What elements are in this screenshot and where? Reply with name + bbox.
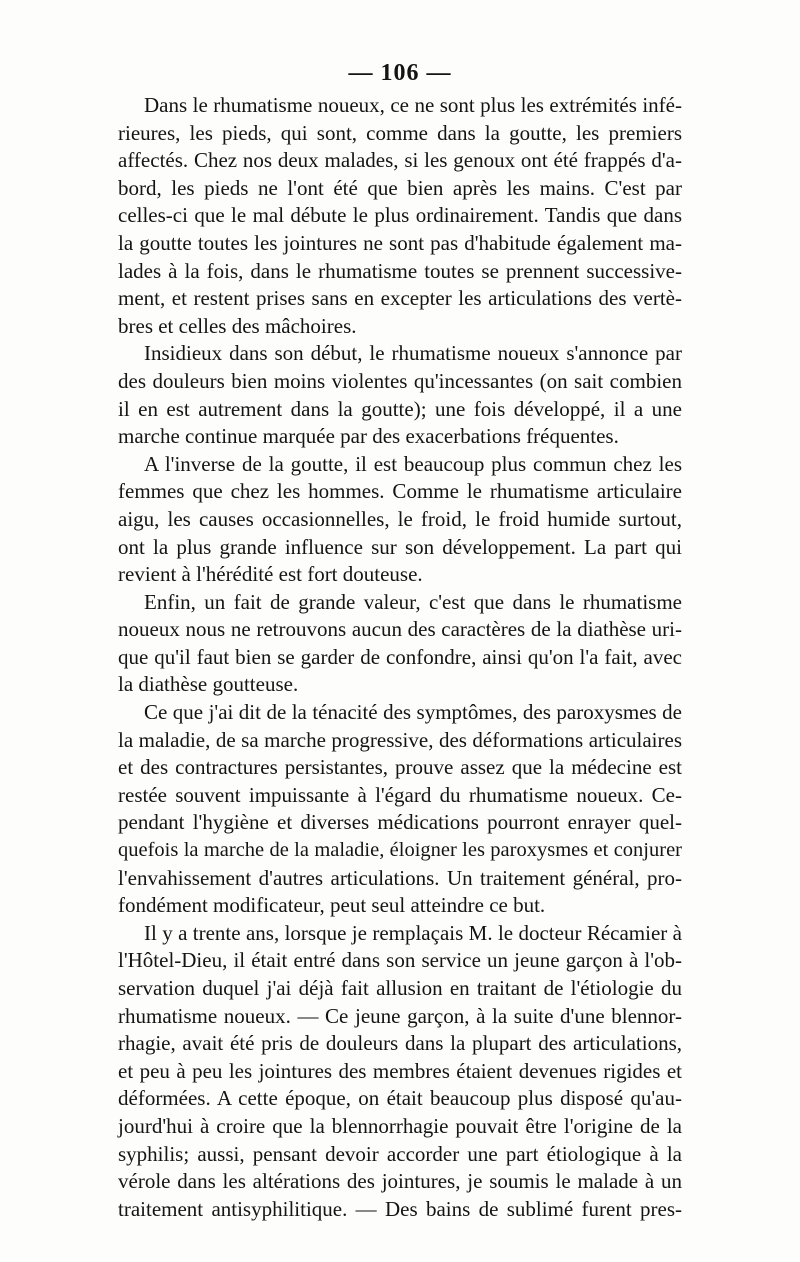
text-line: pendant l'hygiène et diverses médications pourront enrayer quel-: [118, 810, 682, 835]
page-number: — 106 —: [348, 60, 452, 86]
text-line: l'Hôtel-Dieu, il était entré dans son service un jeune garçon à l'ob-: [118, 948, 682, 973]
text-line: Ce que j'ai dit de la ténacité des symptômes, des paroxysmes de: [144, 700, 682, 725]
text-line: servation duquel j'ai déjà fait allusion en traitant de l'étiologie du: [118, 976, 682, 1000]
text-line: il en est autrement dans la goutte); une fois développé, il a une: [118, 396, 682, 421]
text-line: quefois la marche de la maladie, éloigner les paroxysmes et conjurer: [118, 839, 682, 862]
text-line: déformées. A cette époque, on était beaucoup plus disposé qu'au-: [118, 1086, 682, 1111]
text-line: Dans le rhumatisme noueux, ce ne sont plus les extrémités infé-: [144, 93, 682, 117]
text-line: Il y a trente ans, lorsque je remplaçais M. le docteur Récamier à: [144, 920, 682, 945]
text-line: A l'inverse de la goutte, il est beaucoup plus commun chez les: [144, 451, 682, 476]
text-line: Enfin, un fait de grande valeur, c'est que dans le rhumatisme: [144, 589, 682, 614]
text-line: et peu à peu les jointures des membres étaient devenues rigides et: [118, 1058, 682, 1083]
text-line: et des contractures persistantes, prouve assez que la médecine est: [118, 755, 682, 780]
text-line: bord, les pieds ne l'ont été que bien après les mains. C'est par: [118, 175, 682, 200]
text-line: traitement antisyphilitique. — Des bains de sublimé furent pres-: [118, 1196, 682, 1221]
text-line: marche continue marquée par des exacerbations fréquentes.: [118, 424, 619, 449]
text-line: syphilis; aussi, pensant devoir accorder une part étiologique à la: [118, 1141, 682, 1166]
text-line: que qu'il faut bien se garder de confondre, ainsi qu'on l'a fait, avec: [118, 644, 682, 669]
text-line: la goutte toutes les jointures ne sont pas d'habitude également ma-: [118, 230, 682, 255]
text-line: rhagie, avait été pris de douleurs dans la plupart des articulations,: [118, 1031, 682, 1056]
text-line: affectés. Chez nos deux malades, si les genoux ont été frappés d'a-: [118, 148, 682, 173]
text-line: des douleurs bien moins violentes qu'incessantes (on sait combien: [118, 368, 682, 393]
text-line: rhumatisme noueux. — Ce jeune garçon, à la suite d'une blennor-: [118, 1003, 682, 1028]
text-line: la diathèse goutteuse.: [118, 672, 299, 697]
text-line: bres et celles des mâchoires.: [118, 313, 357, 338]
text-line: la maladie, de sa marche progressive, des déformations articulaires: [118, 727, 682, 752]
text-line: ont la plus grande influence sur son développement. La part qui: [118, 534, 682, 559]
text-line: revient à l'hérédité est fort douteuse.: [118, 562, 423, 587]
text-line: fondément modificateur, peut seul atteindre ce but.: [118, 893, 546, 918]
text-line: lades à la fois, dans le rhumatisme toutes se prennent successive-: [118, 258, 682, 283]
text-line: ment, et restent prises sans en excepter les articulations des vertè-: [118, 286, 682, 311]
text-line: femmes que chez les hommes. Comme le rhumatisme articulaire: [118, 479, 682, 504]
text-line: aigu, les causes occasionnelles, le froid, le froid humide surtout,: [118, 506, 682, 531]
text-line: l'envahissement d'autres articulations. Un traitement général, pro-: [118, 865, 682, 890]
text-line: rieures, les pieds, qui sont, comme dans la goutte, les premiers: [118, 120, 682, 145]
text-body: [118, 92, 682, 1223]
text-line: noueux nous ne retrouvons aucun des caractères de la diathèse uri-: [118, 617, 682, 642]
text-line: jourd'hui à croire que la blennorrhagie pouvait être l'origine de la: [118, 1113, 682, 1138]
text-line: celles-ci que le mal débute le plus ordinairement. Tandis que dans: [118, 203, 682, 228]
text-line: vérole dans les altérations des jointures, je soumis le malade à un: [118, 1169, 682, 1194]
text-line: Insidieux dans son début, le rhumatisme noueux s'annonce par: [144, 341, 682, 366]
text-line: restée souvent impuissante à l'égard du rhumatisme noueux. Ce-: [118, 782, 682, 807]
